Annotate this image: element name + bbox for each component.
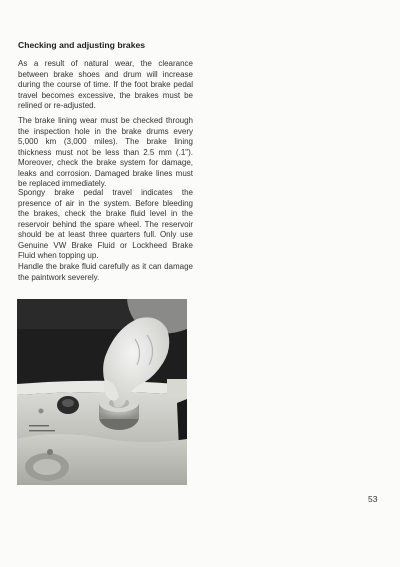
section-heading: Checking and adjusting brakes [18,40,146,50]
paragraph-lining-check: The brake lining wear must be checked through the inspection hole in the brake drums every 5,000 km (3,000 miles). The brake lining thickness must not be less than 2.5 mm (.1"). Moreover, check the brake system for damage, leaks and corrosion. Damaged brake lines must be replaced immediately. [18,116,193,189]
paragraph-brake-wear: As a result of natural wear, the clearance between brake shoes and drum will increase during the course of time. If the foot brake pedal travel becomes excessive, the brakes must be relined or re-adjusted. [18,59,193,111]
paragraph-bleeding: Spongy brake pedal travel indicates the presence of air in the system. Before bleeding the brakes, check the brake fluid level in the reservoir behind the spare wheel. The reservoir should be at least three quarters full. Only use Genuine VW Brake Fluid or Lockheed Brake Fluid when topping up. [18,188,193,261]
paragraph-fluid-warning: Handle the brake fluid carefully as it can damage the paintwork severely. [18,262,193,282]
brake-fluid-reservoir-photo [17,299,187,485]
page-number: 53 [368,494,378,504]
